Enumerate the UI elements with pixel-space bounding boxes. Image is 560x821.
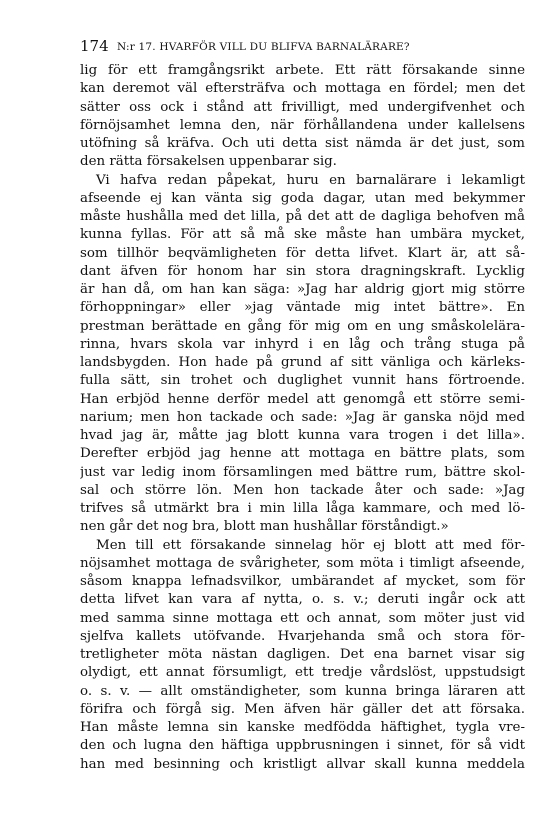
text-line: sjelfva kallets utöfvande. Hvarjehanda små och stora för- bbox=[80, 628, 525, 644]
text-line: är han då, om han kan säga: »Jag har aldrig gjort mig större bbox=[80, 282, 525, 297]
text-line: afseende ej kan vänta sig goda dagar, utan med bekymmer bbox=[80, 190, 525, 206]
text-line: rinna, hvars skola var inhyrd i en låg och trång stuga på bbox=[80, 336, 525, 352]
text-line: förnöjsamhet lemna den, när förhållandena under kallelsens bbox=[80, 117, 525, 133]
text-line: o. s. v. — allt omständigheter, som kunna bringa läraren att bbox=[80, 683, 525, 699]
text-line: förifra och förgå sig. Men äfven här gäller det att försaka. bbox=[80, 701, 525, 717]
text-line: narium; men hon tackade och sade: »Jag är ganska nöjd med bbox=[80, 409, 525, 425]
text-line: hvad jag är, måtte jag blott kunna vara trogen i det lilla». bbox=[80, 428, 525, 443]
text-line: kunna fyllas. För att så må ske måste han umbära mycket, bbox=[80, 227, 525, 243]
text-line: den rätta försakelsen uppenbarar sig. bbox=[80, 154, 337, 170]
text-line: sal och större lön. Men hon tackade åter och sade: »Jag bbox=[80, 482, 525, 498]
text-line: såsom knappa lefnadsvilkor, umbärandet af mycket, som för bbox=[80, 574, 525, 589]
text-line: sätter oss ock i stånd att frivilligt, med undergifvenhet och bbox=[80, 99, 525, 115]
text-line: Men till ett försakande sinnelag hör ej blott att med för- bbox=[96, 537, 525, 553]
text-line: han med besinning och kristligt allvar skall kunna meddela bbox=[80, 756, 525, 772]
page-header bbox=[80, 36, 525, 56]
text-line: just var ledig inom församlingen med bättre rum, bättre skol- bbox=[80, 464, 525, 480]
text-line: tretligheter möta nästan dagligen. Det ena barnet visar sig bbox=[80, 647, 525, 662]
text-line: kan deremot väl eftersträfva och mottaga en fördel; men det bbox=[80, 81, 525, 97]
text-line: Vi hafva redan påpekat, huru en barnalärare i lekamligt bbox=[96, 172, 525, 188]
text-line: olydigt, ett annat försumligt, ett tredje vårdslöst, uppstudsigt bbox=[80, 665, 525, 681]
text-line: Han måste lemna sin kanske medfödda häftighet, tygla vre- bbox=[80, 720, 525, 735]
text-line: måste hushålla med det lilla, på det att de dagliga behofven må bbox=[80, 209, 525, 224]
text-line: nöjsamhet mottaga de svårigheter, som möta i timligt afseende, bbox=[80, 555, 525, 571]
page-number: 174 bbox=[80, 37, 109, 55]
text-line: som tillhör beqvämligheten för detta lifvet. Klart är, att så- bbox=[80, 245, 525, 261]
text-line: lig för ett framgångsrikt arbete. Ett rätt försakande sinne bbox=[80, 63, 525, 78]
text-line: detta lifvet kan vara af nytta, o. s. v.; deruti ingår ock att bbox=[80, 592, 525, 608]
body-text bbox=[80, 62, 525, 774]
text-line: dant äfven för honom har sin stora dragningskraft. Lycklig bbox=[80, 263, 525, 279]
text-line: nen går det nog bra, blott man hushållar förståndigt.» bbox=[80, 519, 449, 535]
text-line: Derefter erbjöd jag henne att mottaga en bättre plats, som bbox=[80, 446, 525, 462]
text-line: fulla sätt, sin trohet och duglighet vunnit hans förtroende. bbox=[80, 373, 525, 389]
text-line: förhoppningar» eller »jag väntade mig intet bättre». En bbox=[80, 300, 525, 316]
text-line: trifves så utmärkt bra i min lilla låga kammare, och med lö- bbox=[80, 501, 525, 516]
paragraph bbox=[80, 62, 525, 172]
text-line: Han erbjöd henne derför medel att genomgå ett större semi- bbox=[80, 391, 525, 407]
paragraph bbox=[80, 537, 525, 774]
text-line: den och lugna den häftiga uppbrusningen i sinnet, för så vidt bbox=[80, 738, 525, 754]
paragraph bbox=[80, 172, 525, 537]
text-line: med samma sinne mottaga ett och annat, som möter just vid bbox=[80, 610, 525, 626]
text-line: prestman berättade en gång för mig om en ung småskolelära- bbox=[80, 318, 525, 334]
text-line: landsbygden. Hon hade på grund af sitt vänliga och kärleks- bbox=[80, 355, 525, 370]
text-line: utöfning så kräfva. Och uti detta sist nämda är det just, som bbox=[80, 136, 525, 151]
running-head: N:r 17. HVARFÖR VILL DU BLIFVA BARNALÄRARE? bbox=[117, 41, 410, 53]
